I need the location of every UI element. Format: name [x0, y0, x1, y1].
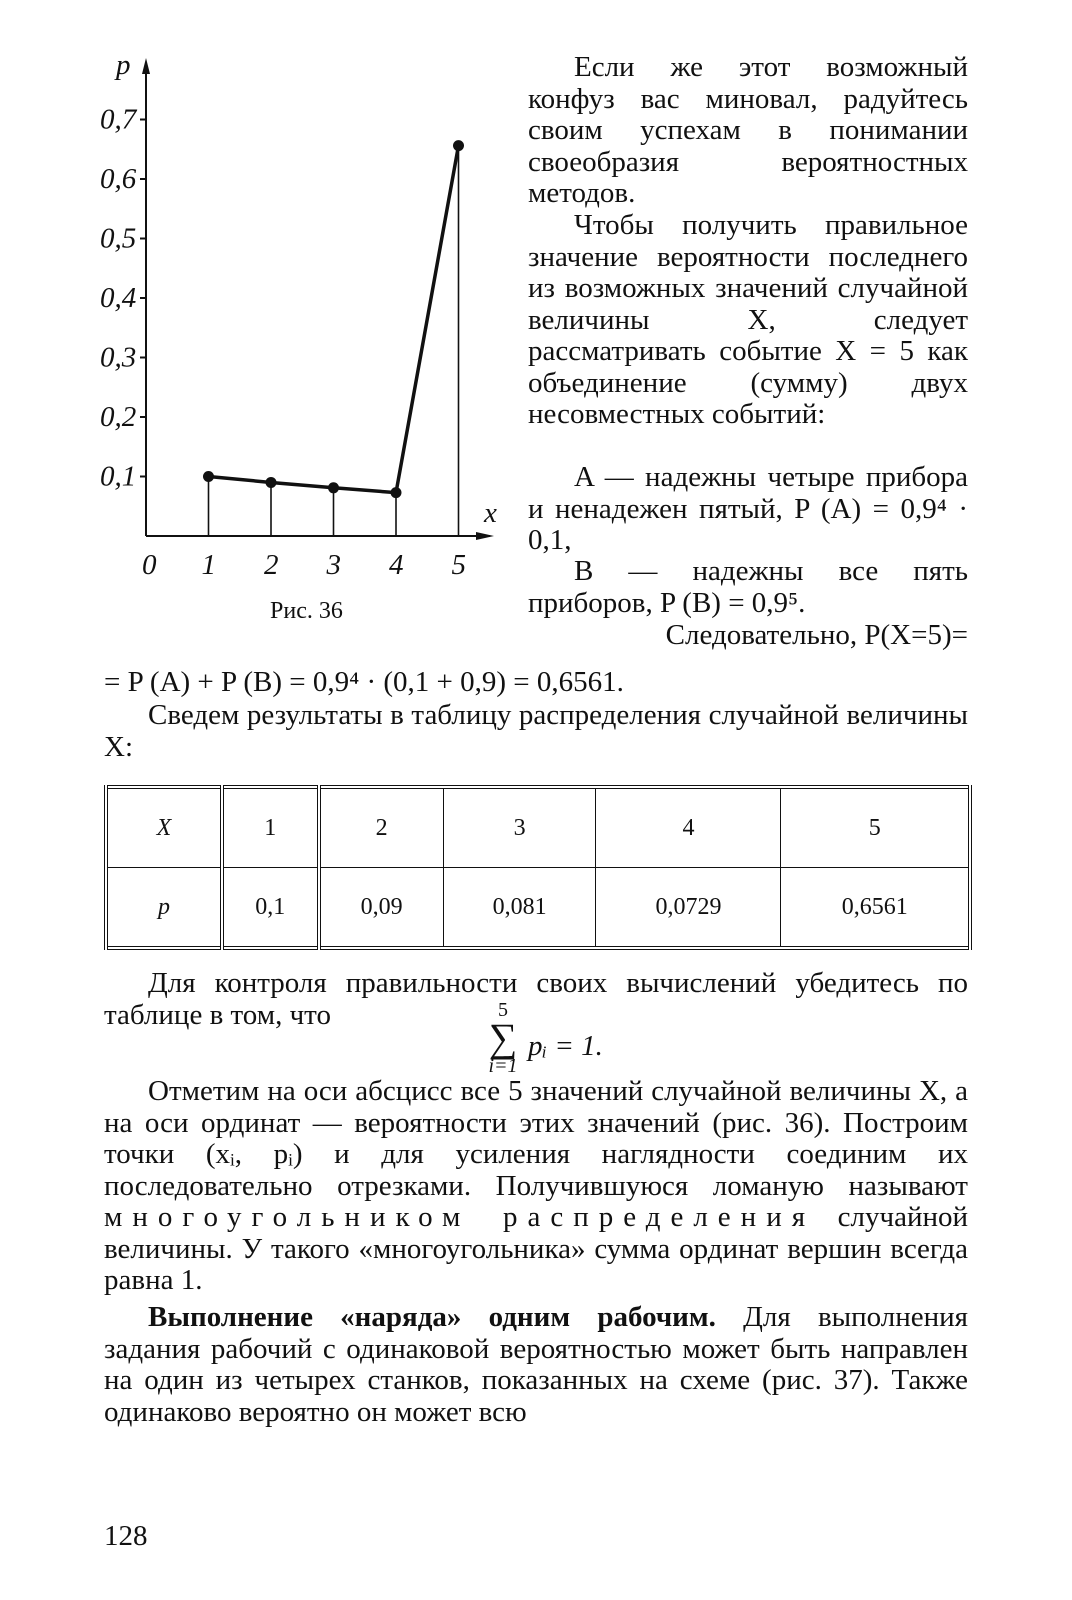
- row-label-x: X: [106, 787, 222, 868]
- figure-36: [80, 49, 510, 652]
- x-value-2: 2: [319, 787, 444, 868]
- data-point: [203, 471, 214, 482]
- sum-expression: pᵢ = 1.: [528, 1030, 603, 1062]
- data-point: [266, 477, 277, 488]
- y-tick-label: 0,2: [100, 401, 137, 433]
- polygon-text-a: Отметим на оси абсцисс все 5 значений случайной величины X, а на оси ординат — вероятности этих значений (рис. 36). Построим точки (xᵢ, pᵢ) и для усиления наглядности соединим их последовательно отрезками. Получившуюся ломаную называют: [104, 1075, 968, 1202]
- p-value-2: 0,09: [319, 868, 444, 949]
- x-value-5: 5: [781, 787, 970, 868]
- y-tick-label: 0,5: [100, 222, 137, 255]
- x-value-3: 3: [443, 787, 596, 868]
- x-tick-label: 2: [264, 549, 279, 581]
- polygon-text-c: случайной величины. У такого «многоугольника» сумма ординат вершин всегда равна 1.: [104, 1201, 968, 1296]
- paragraph-table-intro: Сведем результаты в таблицу распределения случайной величины X:: [104, 699, 968, 763]
- polygon-chart: [80, 49, 510, 652]
- p-value-4: 0,0729: [596, 868, 781, 949]
- data-point: [453, 140, 464, 151]
- work-order-text: Для выполнения задания рабочий с одинаковой вероятностью может быть направлен на один из четырех станков, показанных на схеме (рис. 37). Также одинаково вероятно он может всю: [104, 1301, 969, 1428]
- x-axis-label: x: [484, 497, 497, 529]
- x-tick-label: 4: [389, 549, 404, 581]
- formula-result: = P (A) + P (B) = 0,9⁴ · (0,1 + 0,9) = 0,6561.: [104, 666, 624, 698]
- row-label-p: p: [106, 868, 222, 949]
- paragraph-hence: Следовательно, P(X=5)=: [665, 619, 968, 651]
- y-tick-label: 0,3: [100, 341, 137, 374]
- section-heading: Выполнение «наряда» одним рабочим.: [148, 1301, 716, 1333]
- y-tick-label: 0,7: [100, 103, 137, 136]
- x-axis-arrow: [476, 532, 494, 540]
- figure-caption: Рис. 36: [270, 598, 343, 624]
- table-row-p: [106, 868, 970, 949]
- paragraph-work-order: [104, 1302, 968, 1428]
- y-tick-label: 0,4: [100, 282, 137, 314]
- y-tick-label: 0,6: [100, 163, 137, 195]
- y-axis-label: p: [116, 49, 131, 81]
- x-tick-label: 1: [201, 549, 216, 581]
- paragraph-2: Чтобы получить правильное значение вероятности последнего из возможных значений случайной величины X, следует рассматривать событие X = 5 как объединение (сумму) двух несовместных событий:: [528, 209, 968, 430]
- origin-label: 0: [142, 549, 157, 581]
- x-tick-label: 3: [326, 549, 341, 581]
- sum-upper-limit: 5: [498, 999, 508, 1021]
- table-row-x: [106, 787, 970, 868]
- data-point: [391, 487, 402, 498]
- distribution-table: [104, 785, 972, 950]
- y-axis-arrow: [142, 58, 150, 74]
- polygon-line: [209, 146, 459, 493]
- polygon-term: многоугольником распределения: [104, 1201, 816, 1233]
- sum-lower-limit: i=1: [488, 1055, 518, 1077]
- x-value-4: 4: [596, 787, 781, 868]
- sum-symbol: [488, 1000, 518, 1076]
- paragraph-event-a: A — надежны четыре прибора и ненадежен пятый, P (A) = 0,9⁴ · 0,1,: [528, 461, 968, 556]
- paragraph-1: Если же этот возможный конфуз вас миновал, радуйтесь своим успехам в понимании своеобразия вероятностных методов.: [528, 51, 968, 209]
- paragraph-control-sum: Для контроля правильности своих вычислений убедитесь по таблице в том, что: [104, 967, 968, 1031]
- page-number: 128: [104, 1520, 148, 1552]
- sigma-sign: ∑: [488, 1015, 518, 1060]
- y-tick-label: 0,1: [100, 460, 137, 493]
- x-tick-label: 5: [451, 549, 466, 581]
- x-value-1: 1: [222, 787, 319, 868]
- p-value-5: 0,6561: [781, 868, 970, 949]
- paragraph-polygon: [104, 1076, 968, 1297]
- p-value-3: 0,081: [443, 868, 596, 949]
- paragraph-event-b: B — надежны все пять приборов, P (B) = 0,9⁵.: [528, 555, 968, 619]
- data-point: [328, 482, 339, 493]
- p-value-1: 0,1: [222, 868, 319, 949]
